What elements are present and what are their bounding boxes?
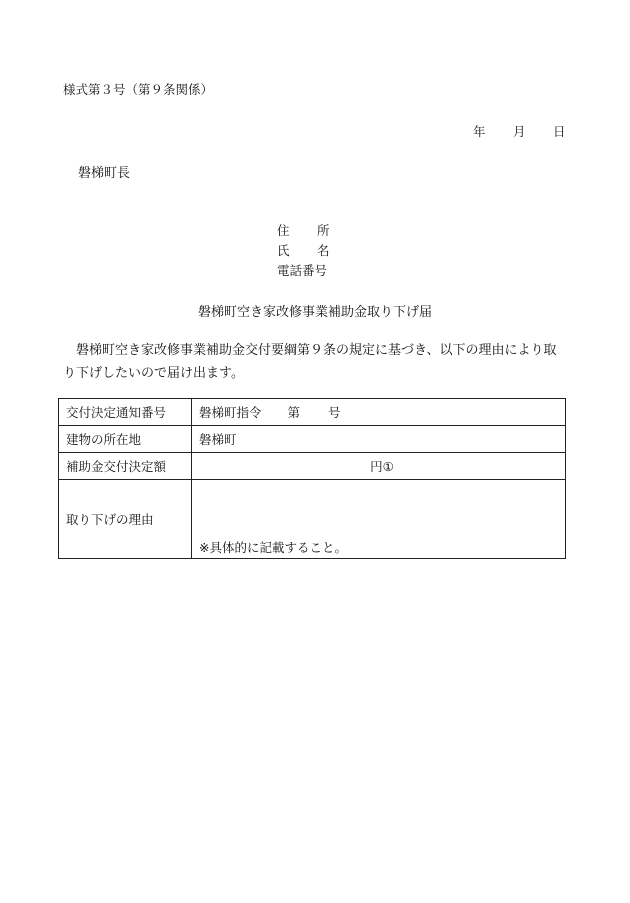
decision-number-cell [192, 399, 566, 426]
withdrawal-reason-label: 取り下げの理由 [59, 480, 192, 559]
withdrawal-reason-note: ※具体的に記載すること。 [199, 540, 347, 555]
address-label-char1: 住 [277, 223, 290, 238]
decision-number-dai: 第 [287, 405, 301, 420]
date-year-label: 年 [473, 124, 486, 139]
building-location-value: 磐梯町 [192, 426, 566, 453]
addressee: 磐梯町長 [78, 166, 131, 181]
name-label-char1: 氏 [277, 243, 290, 258]
building-location-label: 建物の所在地 [59, 426, 192, 453]
decision-number-prefix: 磐梯町指令 [199, 405, 262, 420]
withdrawal-form-table [58, 398, 566, 559]
grant-amount-value: 円① [192, 453, 566, 480]
decision-number-go: 号 [328, 405, 341, 420]
form-number: 様式第３号（第９条関係） [63, 82, 214, 97]
table-row [59, 426, 566, 453]
table-row [59, 480, 566, 559]
withdrawal-reason-cell [192, 480, 566, 559]
table-row [59, 453, 566, 480]
date-day-label: 日 [553, 124, 566, 139]
body-text: 磐梯町空き家改修事業補助金交付要綱第９条の規定に基づき、以下の理由により取り下げしたいので届け出ます。 [63, 343, 557, 381]
decision-number-label: 交付決定通知番号 [59, 399, 192, 426]
document-title: 磐梯町空き家改修事業補助金取り下げ届 [197, 305, 432, 320]
phone-label: 電話番号 [277, 263, 328, 278]
table-row [59, 399, 566, 426]
name-label-char2: 名 [317, 243, 330, 258]
address-label-char2: 所 [317, 223, 330, 238]
grant-amount-label: 補助金交付決定額 [59, 453, 192, 480]
date-month-label: 月 [513, 124, 526, 139]
